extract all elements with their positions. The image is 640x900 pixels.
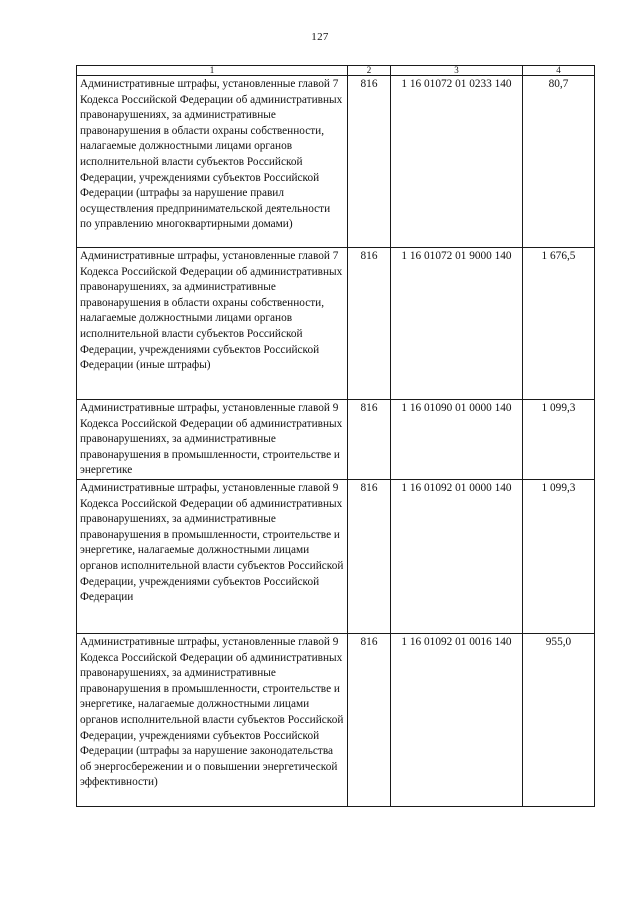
table-row: [77, 479, 595, 633]
column-header-4: 4: [523, 66, 595, 76]
page-number: 127: [311, 31, 329, 43]
table-row: [77, 400, 595, 480]
fine-description: Административные штрафы, установленные главой 7 Кодекса Российской Федерации об административных правонарушениях, за административные правонарушения в области охраны собственности, налагаемые должностными лицами органов исполнительной власти субъектов Российской Федерации, учреждениями субъектов Российской Федерации (иные штрафы): [77, 248, 348, 400]
table-row: [77, 76, 595, 248]
column-header-2: 2: [348, 66, 391, 76]
table-row: [77, 248, 595, 400]
administrator-code: 816: [348, 76, 391, 248]
administrator-code: 816: [348, 400, 391, 480]
amount-value: 955,0: [523, 633, 595, 806]
amount-value: 1 099,3: [523, 479, 595, 633]
amount-value: 80,7: [523, 76, 595, 248]
budget-table: [76, 65, 595, 807]
budget-classification-code: 1 16 01090 01 0000 140: [391, 400, 523, 480]
fine-description: Административные штрафы, установленные главой 9 Кодекса Российской Федерации об административных правонарушениях, за административные правонарушения в промышленности, строительстве и энергетике, налагаемые должностными лицами органов исполнительной власти субъектов Российской Федерации, учреждениями субъектов Российской Федерации: [77, 479, 348, 633]
fine-description: Административные штрафы, установленные главой 7 Кодекса Российской Федерации об административных правонарушениях, за административные правонарушения в области охраны собственности, налагаемые должностными лицами органов исполнительной власти субъектов Российской Федерации, учреждениями субъектов Российской Федерации (штрафы за нарушение правил осуществления предпринимательской деятельности по управлению многоквартирными домами): [77, 76, 348, 248]
budget-classification-code: 1 16 01092 01 0000 140: [391, 479, 523, 633]
amount-value: 1 676,5: [523, 248, 595, 400]
administrator-code: 816: [348, 633, 391, 806]
budget-classification-code: 1 16 01072 01 9000 140: [391, 248, 523, 400]
fine-description: Административные штрафы, установленные главой 9 Кодекса Российской Федерации об административных правонарушениях, за административные правонарушения в промышленности, строительстве и энергетике: [77, 400, 348, 480]
column-header-3: 3: [391, 66, 523, 76]
administrator-code: 816: [348, 248, 391, 400]
amount-value: 1 099,3: [523, 400, 595, 480]
table-header-row: [77, 66, 595, 76]
column-header-1: 1: [77, 66, 348, 76]
administrator-code: 816: [348, 479, 391, 633]
fine-description: Административные штрафы, установленные главой 9 Кодекса Российской Федерации об административных правонарушениях, за административные правонарушения в промышленности, строительстве и энергетике, налагаемые должностными лицами органов исполнительной власти субъектов Российской Федерации, учреждениями субъектов Российской Федерации (штрафы за нарушение законодательства об энергосбережении и о повышении энергетической эффективности): [77, 633, 348, 806]
budget-classification-code: 1 16 01092 01 0016 140: [391, 633, 523, 806]
budget-classification-code: 1 16 01072 01 0233 140: [391, 76, 523, 248]
table-row: [77, 633, 595, 806]
